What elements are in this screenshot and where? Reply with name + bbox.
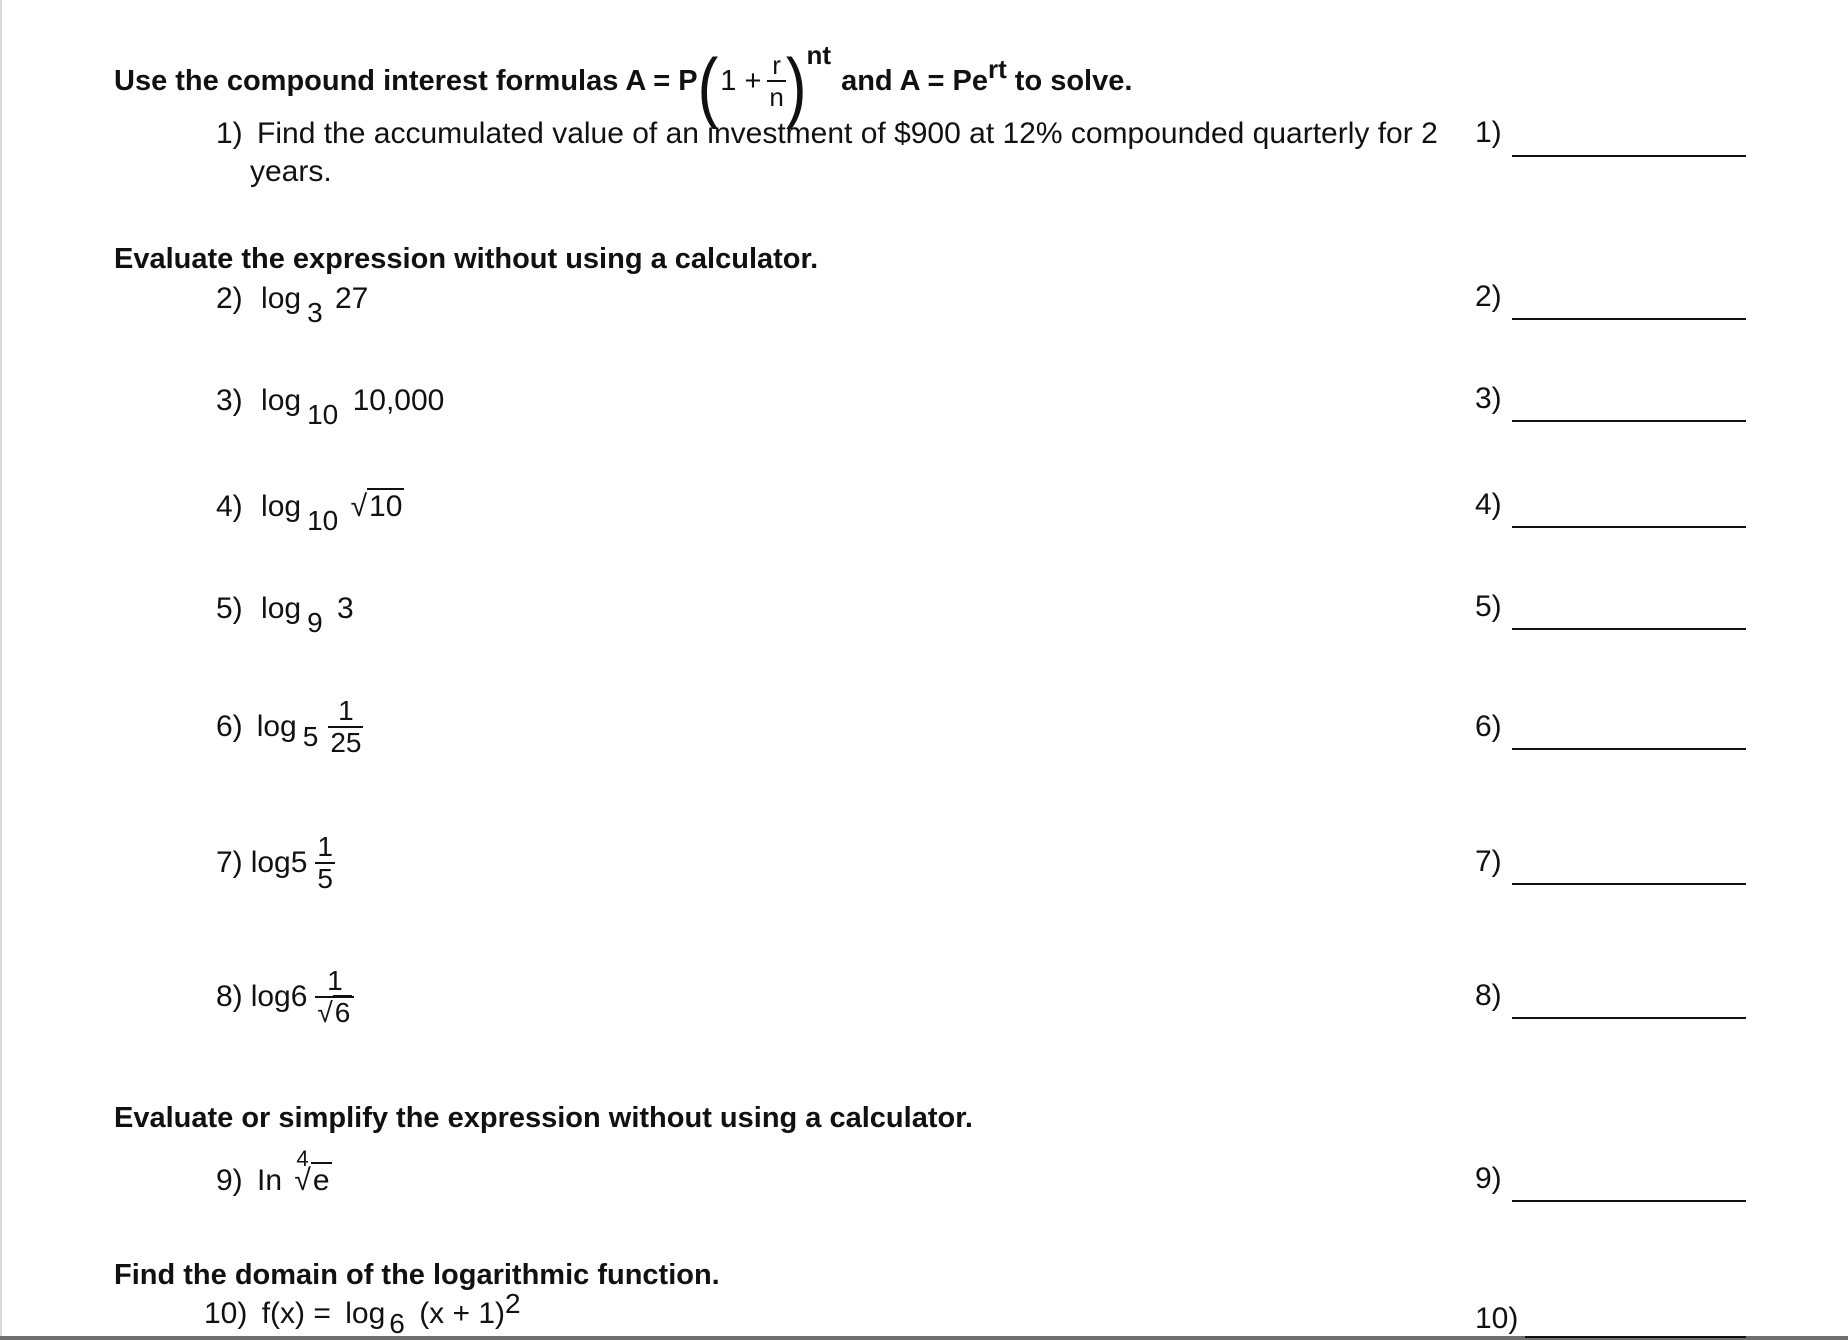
heading-suffix: to solve. (1014, 64, 1133, 97)
heading-prefix: Use the compound interest formulas A = P (114, 64, 698, 97)
question-9-number: 9) (216, 1164, 243, 1197)
question-6-base: 5 (302, 721, 319, 752)
answer-blank-1[interactable] (1512, 155, 1746, 157)
answer-blank-6[interactable] (1512, 748, 1746, 750)
answer-blank-9[interactable] (1512, 1200, 1746, 1202)
question-8-log: log6 (250, 980, 308, 1013)
answer-blank-2[interactable] (1512, 318, 1746, 320)
root-icon: √ (294, 1164, 311, 1197)
formula-one-plus: 1 + (720, 64, 762, 97)
question-2-number: 2) (216, 282, 243, 315)
question-6-fraction-num: 1 (338, 695, 354, 726)
square-root-icon: √ (350, 490, 368, 523)
question-4-number: 4) (216, 490, 243, 523)
question-7-fraction-num: 1 (317, 831, 333, 862)
question-5-number: 5) (216, 592, 243, 625)
domain-heading: Find the domain of the logarithmic function. (114, 1259, 720, 1291)
answer-label-6: 6) (1475, 710, 1502, 743)
evaluate-heading: Evaluate the expression without using a calculator. (114, 243, 819, 275)
formula-fraction-den: n (769, 82, 784, 112)
question-10-arg: (x + 1) (419, 1297, 506, 1330)
question-8-number: 8) (216, 980, 243, 1013)
question-4-radicand: 10 (369, 490, 403, 523)
formula-fraction-num: r (772, 50, 781, 80)
question-9 (216, 1146, 332, 1200)
question-4-log: log (261, 490, 302, 523)
question-9-root-index: 4 (296, 1146, 309, 1171)
question-5-arg: 3 (337, 592, 354, 625)
heading-mid: and A = Pe (841, 64, 988, 97)
question-1 (216, 115, 1438, 153)
answer-blank-8[interactable] (1512, 1017, 1746, 1019)
question-6-number: 6) (216, 710, 243, 743)
answer-label-3: 3) (1475, 382, 1502, 415)
answer-label-10: 10) (1475, 1302, 1519, 1335)
question-10-log: log (345, 1297, 386, 1330)
question-1-continuation: years. (250, 155, 332, 188)
question-5 (216, 590, 354, 638)
answer-label-4: 4) (1475, 488, 1502, 521)
question-8-radicand: 6 (334, 997, 351, 1028)
answer-label-2: 2) (1475, 280, 1502, 313)
answer-blank-10[interactable] (1525, 1336, 1746, 1338)
answer-label-8: 8) (1475, 979, 1502, 1012)
question-6-fraction-den: 25 (330, 727, 362, 758)
question-9-ln: In (257, 1164, 283, 1197)
question-4-radical (351, 488, 405, 526)
answer-blank-3[interactable] (1512, 420, 1746, 422)
answer-label-1: 1) (1475, 116, 1502, 149)
answer-blank-5[interactable] (1512, 628, 1746, 630)
question-2-log: log (261, 282, 302, 315)
question-1-text: Find the accumulated value of an investment of $900 at 12% compounded quarterly for 2 (257, 117, 1438, 150)
question-9-radicand: e (312, 1164, 330, 1197)
question-7 (216, 832, 335, 894)
question-5-base: 9 (307, 607, 323, 638)
question-1-number: 1) (216, 117, 243, 150)
question-4 (216, 488, 404, 536)
question-9-radical (294, 1146, 331, 1200)
question-6-log: log (256, 710, 297, 743)
formula-exponent: nt (806, 39, 832, 70)
square-root-icon: √ (317, 997, 333, 1028)
question-3-log: log (261, 384, 302, 417)
question-10 (204, 1288, 521, 1339)
question-6-fraction (328, 696, 363, 758)
question-7-fraction-den: 5 (317, 863, 333, 894)
question-7-log: log5 (250, 846, 308, 879)
question-3-arg: 10,000 (352, 384, 445, 417)
question-8-radical (317, 998, 352, 1028)
evaluate-simplify-heading: Evaluate or simplify the expression without using a calculator. (114, 1102, 973, 1134)
answer-blank-4[interactable] (1512, 526, 1746, 528)
question-10-number: 10) (204, 1297, 248, 1330)
question-8-fraction-num: 1 (327, 965, 343, 996)
question-8 (216, 966, 354, 1028)
question-4-base: 10 (307, 505, 339, 536)
question-7-number: 7) (216, 846, 243, 879)
page-left-edge (0, 0, 2, 1340)
answer-label-5: 5) (1475, 590, 1502, 623)
answer-label-9: 9) (1475, 1162, 1502, 1195)
question-3 (216, 382, 445, 430)
question-3-number: 3) (216, 384, 243, 417)
answer-label-7: 7) (1475, 845, 1502, 878)
question-5-log: log (261, 592, 302, 625)
question-10-exponent: 2 (505, 1288, 521, 1319)
question-8-fraction-den (315, 998, 354, 1028)
question-10-base: 6 (389, 1308, 405, 1339)
question-2 (216, 280, 369, 328)
formula-right-paren: ) (785, 43, 807, 131)
question-6 (216, 696, 363, 758)
question-10-lhs: f(x) = (261, 1297, 331, 1330)
question-8-fraction (315, 966, 354, 1028)
formula-two-exponent: rt (988, 53, 1007, 84)
question-3-base: 10 (307, 399, 339, 430)
formula-left-paren: ( (697, 43, 719, 131)
question-7-fraction (315, 832, 335, 894)
compound-interest-heading (114, 36, 1133, 131)
question-2-arg: 27 (335, 282, 369, 315)
answer-blank-7[interactable] (1512, 883, 1746, 885)
question-2-base: 3 (307, 297, 323, 328)
formula-fraction (767, 50, 785, 112)
